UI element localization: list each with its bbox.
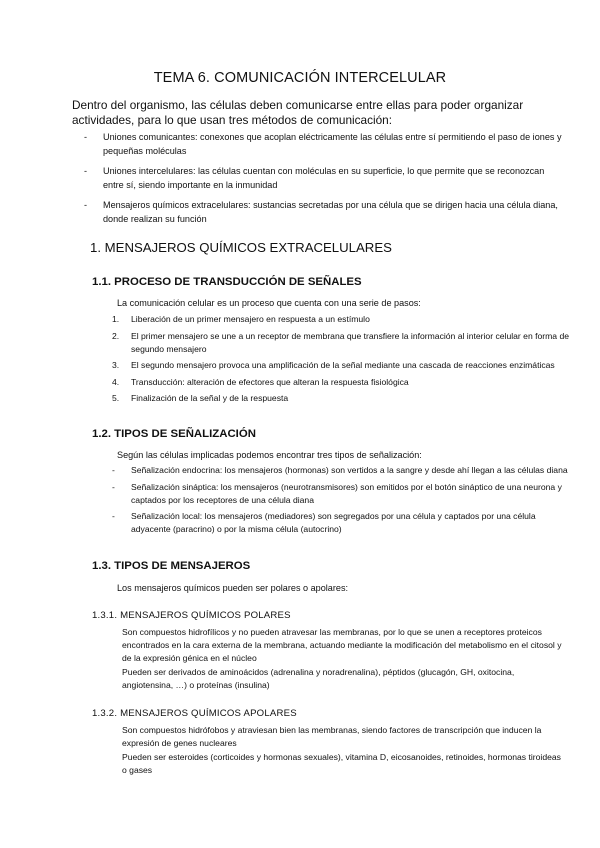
list-item: - Señalización sináptica: los mensajeros (neurotransmisores) son emitidos por el botón sináptico de una neurona y captados por los receptores de una célula diana (112, 481, 562, 505)
subsection-heading: 1.3. TIPOS DE MENSAJEROS (92, 560, 251, 572)
paragraph: Son compuestos hidrofílicos y no pueden atravesar las membranas, por lo que se unen a receptores proteicos encontrados en la cara externa de la membrana, actuando mediante la modificación del metabolismo en el citosol y de la expresión génica en el núcleo (122, 627, 562, 663)
list-item: 4. Transducción: alteración de efectores que alteran la respuesta fisiológica (112, 376, 409, 387)
bullet-dash: - (84, 200, 88, 210)
communication-methods-list (84, 130, 564, 232)
bullet-dash: - (84, 132, 88, 142)
list-item: 2. El primer mensajero se une a un receptor de membrana que transfiere la información al interior celular en forma de segundo mensajero (112, 330, 570, 354)
subsection-lead: La comunicación celular es un proceso que cuenta con una serie de pasos: (117, 298, 421, 308)
list-item: 3. El segundo mensajero provoca una amplificación de la señal mediante una cascada de reacciones enzimáticas (112, 360, 555, 370)
list-item: 5. Finalización de la señal y de la respuesta (112, 393, 289, 403)
paragraph: Pueden ser derivados de aminoácidos (adrenalina y noradrenalina), péptidos (glucagón, GH, oxitocina, angiotensina, …) o proteínas (insulina) (122, 667, 515, 690)
subsubsection-heading: 1.3.1. MENSAJEROS QUÍMICOS POLARES (92, 610, 291, 621)
transduction-steps-list (112, 313, 572, 409)
bullet-dash: - (112, 481, 115, 492)
subsection-lead: Según las células implicadas podemos encontrar tres tipos de señalización: (117, 450, 422, 460)
subsection-heading: 1.1. PROCESO DE TRANSDUCCIÓN DE SEÑALES (92, 276, 362, 288)
bullet-dash: - (112, 511, 115, 521)
document-title: TEMA 6. COMUNICACIÓN INTERCELULAR (153, 70, 447, 86)
list-item: 1. Liberación de un primer mensajero en respuesta a un estímulo (112, 314, 370, 324)
bullet-dash: - (112, 465, 115, 475)
paragraph: Pueden ser esteroides (corticoides y hormonas sexuales), vitamina D, eicosanoides, retinoides, hormonas tiroideas o gases (122, 752, 561, 775)
list-item: - Mensajeros químicos extracelulares: sustancias secretadas por una célula que se dirigen hacia una célula diana, donde realizan su función (84, 200, 558, 224)
paragraph: Son compuestos hidrófobos y atraviesan bien las membranas, siendo factores de transcripción que inducen la expresión de genes nucleares (122, 725, 542, 748)
list-item: - Uniones intercelulares: las células cuentan con moléculas en su superficie, lo que permite que se reconozcan entre sí, siendo importante en la inmunidad (84, 166, 545, 190)
list-item: - Uniones comunicantes: conexones que acoplan eléctricamente las células entre sí permitiendo el paso de iones y pequeñas moléculas (84, 132, 562, 156)
signaling-types-list (112, 464, 572, 540)
bullet-dash: - (84, 166, 88, 176)
subsection-heading: 1.2. TIPOS DE SEÑALIZACIÓN (92, 428, 256, 440)
list-item: - Señalización local: los mensajeros (mediadores) son segregados por una célula y captados por una célula adyacente (paracrino) o por la misma célula (autocrino) (112, 511, 536, 534)
list-item: - Señalización endocrina: los mensajeros (hormonas) son vertidos a la sangre y desde ahí llegan a las células diana (112, 465, 568, 475)
section-heading: 1. MENSAJEROS QUÍMICOS EXTRACELULARES (90, 240, 392, 255)
subsection-lead: Los mensajeros químicos pueden ser polares o apolares: (117, 583, 349, 593)
intro-paragraph: Dentro del organismo, las células deben comunicarse entre ellas para poder organizar actividades, para lo que usan tres métodos de comunicación: (72, 98, 524, 127)
subsubsection-heading: 1.3.2. MENSAJEROS QUÍMICOS APOLARES (92, 708, 297, 719)
